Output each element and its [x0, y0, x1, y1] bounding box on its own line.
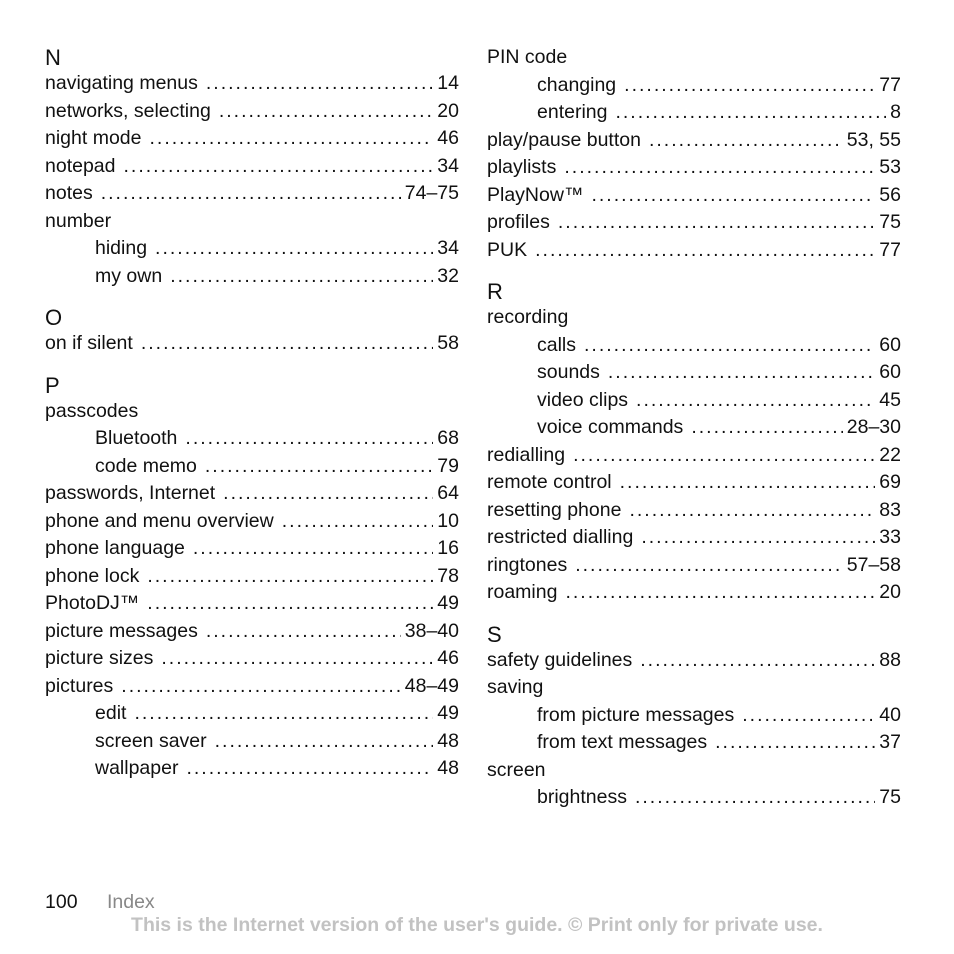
index-column-left: [45, 44, 459, 799]
entry-page: 32: [437, 264, 459, 287]
entry-term: brightness: [537, 786, 627, 808]
dot-leader: [535, 237, 875, 265]
entry-page: 34: [437, 154, 459, 177]
index-entry: [487, 442, 901, 470]
index-subentry: [487, 387, 901, 415]
entry-term: phone and menu overview: [45, 509, 274, 532]
index-entry: [487, 304, 901, 332]
entry-term: from picture messages: [537, 703, 735, 726]
index-entry: [487, 674, 901, 702]
entry-page: 68: [437, 427, 459, 449]
index-subentry: [45, 425, 459, 453]
index-entry: [45, 480, 459, 508]
index-section: [45, 374, 459, 783]
index-subentry: [487, 99, 901, 127]
dot-leader: [206, 618, 401, 646]
index-subentry: [487, 414, 901, 442]
dot-leader: [742, 702, 875, 730]
dot-leader: [649, 127, 843, 155]
entry-page: 78: [437, 564, 459, 587]
index-entry: [487, 127, 901, 155]
index-entry: [45, 618, 459, 646]
entry-term: PUK: [487, 238, 528, 261]
entry-term: from text messages: [537, 731, 708, 753]
dot-leader: [193, 535, 433, 563]
entry-page: 75: [879, 211, 901, 233]
dot-leader: [575, 552, 843, 580]
dot-leader: [635, 784, 875, 812]
section-letter: N: [45, 45, 61, 70]
entry-page: 60: [879, 333, 901, 356]
index-subentry: [45, 700, 459, 728]
entry-page: 14: [437, 72, 459, 94]
index-entry: [487, 209, 901, 237]
entry-term: number: [45, 209, 112, 232]
index-subentry: [45, 755, 459, 783]
entry-page: 77: [879, 238, 901, 261]
dot-leader: [558, 209, 875, 237]
index-entry: [487, 757, 901, 785]
dot-leader: [186, 755, 433, 783]
index-subentry: [45, 453, 459, 481]
entry-page: 77: [879, 73, 901, 96]
section-letter: P: [45, 372, 60, 398]
entry-page: 75: [879, 786, 901, 808]
dot-leader: [564, 154, 875, 182]
entry-term: hiding: [95, 237, 148, 259]
index-subentry: [487, 702, 901, 730]
entry-page: 53: [879, 156, 901, 178]
index-entry: [45, 180, 459, 208]
entry-term: voice commands: [537, 416, 684, 438]
dot-leader: [691, 414, 842, 442]
entry-page: 88: [879, 648, 901, 671]
entry-term: remote control: [487, 471, 612, 493]
index-entry: [487, 579, 901, 607]
entry-page: 53, 55: [846, 128, 901, 151]
entry-term: notepad: [45, 154, 116, 177]
entry-term: safety guidelines: [487, 648, 633, 671]
entry-page: 60: [879, 361, 901, 383]
entry-page: 20: [437, 99, 459, 122]
entry-page: 16: [437, 537, 459, 559]
section-label: Index: [106, 891, 155, 913]
index-entry: [487, 552, 901, 580]
dot-leader: [161, 645, 433, 673]
entry-page: 10: [437, 509, 459, 532]
entry-term: profiles: [487, 211, 550, 233]
entry-page: 37: [879, 731, 901, 753]
entry-page: 48–49: [404, 674, 459, 697]
entry-term: networks, selecting: [45, 99, 211, 122]
entry-term: play/pause button: [487, 128, 641, 151]
entry-term: PlayNow™: [487, 183, 584, 206]
entry-term: passcodes: [45, 399, 139, 422]
index-subentry: [45, 728, 459, 756]
index-entry: [45, 398, 459, 426]
index-entry: [45, 208, 459, 236]
dot-leader: [573, 442, 875, 470]
dot-leader: [641, 524, 875, 552]
entry-term: on if silent: [45, 332, 133, 354]
entry-term: Bluetooth: [95, 427, 178, 449]
dot-leader: [185, 425, 433, 453]
entry-term: resetting phone: [487, 498, 622, 521]
entry-term: navigating menus: [45, 72, 198, 94]
dot-leader: [640, 647, 875, 675]
entry-term: pictures: [45, 674, 114, 697]
index-subentry: [487, 359, 901, 387]
entry-page: 20: [879, 581, 901, 603]
entry-page: 22: [879, 443, 901, 466]
index-section: [45, 46, 459, 290]
dot-leader: [636, 387, 875, 415]
index-section: [487, 44, 901, 264]
entry-page: 40: [879, 703, 901, 726]
entry-term: roaming: [487, 581, 558, 603]
entry-term: PhotoDJ™: [45, 592, 140, 614]
entry-term: screen: [487, 758, 546, 781]
index-subentry: [45, 263, 459, 291]
dot-leader: [615, 99, 886, 127]
dot-leader: [124, 153, 434, 181]
entry-term: picture messages: [45, 619, 198, 642]
dot-leader: [205, 453, 433, 481]
dot-leader: [629, 497, 875, 525]
entry-term: notes: [45, 182, 93, 204]
entry-term: playlists: [487, 156, 557, 178]
entry-term: entering: [537, 101, 608, 123]
entry-term: ringtones: [487, 553, 568, 576]
entry-term: screen saver: [95, 729, 207, 752]
index-section: [487, 280, 901, 607]
index-subentry: [487, 72, 901, 100]
entry-page: 34: [437, 237, 459, 259]
entry-term: edit: [95, 702, 127, 724]
entry-term: my own: [95, 264, 163, 287]
dot-leader: [147, 590, 433, 618]
dot-leader: [624, 72, 875, 100]
entry-term: recording: [487, 306, 569, 328]
index-entry: [45, 70, 459, 98]
dot-leader: [121, 673, 400, 701]
index-entry: [45, 98, 459, 126]
index-subentry: [45, 235, 459, 263]
dot-leader: [206, 70, 433, 98]
entry-page: 28–30: [846, 416, 901, 438]
page-number: 100: [45, 891, 78, 913]
section-letter: O: [45, 305, 63, 330]
entry-term: calls: [537, 333, 577, 356]
entry-term: phone lock: [45, 564, 140, 587]
entry-term: picture sizes: [45, 647, 154, 669]
index-entry: [45, 508, 459, 536]
index-entry: [45, 153, 459, 181]
dot-leader: [141, 330, 433, 358]
dot-leader: [155, 235, 433, 263]
index-entry: [45, 330, 459, 358]
dot-leader: [620, 469, 876, 497]
dot-leader: [215, 728, 434, 756]
index-entry: [487, 44, 901, 72]
index-section: [45, 306, 459, 358]
index-entry: [487, 154, 901, 182]
index-entry: [487, 469, 901, 497]
index-entry: [487, 647, 901, 675]
entry-term: code memo: [95, 454, 197, 477]
entry-page: 8: [890, 101, 901, 123]
entry-page: 48: [437, 729, 459, 752]
index-entry: [45, 673, 459, 701]
index-entry: [45, 645, 459, 673]
entry-page: 69: [879, 471, 901, 493]
entry-page: 33: [879, 526, 901, 548]
dot-leader: [170, 263, 433, 291]
dot-leader: [591, 182, 875, 210]
section-letter: R: [487, 279, 503, 304]
entry-page: 83: [879, 498, 901, 521]
index-subentry: [487, 784, 901, 812]
entry-term: night mode: [45, 127, 142, 149]
dot-leader: [715, 729, 875, 757]
dot-leader: [584, 332, 875, 360]
index-column-right: [487, 44, 901, 828]
index-entry: [487, 497, 901, 525]
entry-page: 49: [437, 592, 459, 614]
entry-page: 38–40: [404, 619, 459, 642]
page-footer: [45, 889, 155, 915]
entry-page: 49: [437, 702, 459, 724]
entry-term: PIN code: [487, 46, 568, 68]
entry-term: phone language: [45, 537, 185, 559]
index-subentry: [487, 729, 901, 757]
entry-page: 56: [879, 183, 901, 206]
entry-page: 74–75: [404, 182, 459, 204]
entry-page: 57–58: [846, 553, 901, 576]
entry-term: saving: [487, 676, 544, 698]
entry-page: 46: [437, 647, 459, 669]
entry-page: 64: [437, 482, 459, 504]
index-entry: [487, 237, 901, 265]
dot-leader: [147, 563, 433, 591]
index-section: [487, 623, 901, 812]
section-letter: S: [487, 621, 502, 647]
dot-leader: [134, 700, 433, 728]
index-entry: [487, 524, 901, 552]
dot-leader: [282, 508, 434, 536]
copyright-notice: This is the Internet version of the user's guide. © Print only for private use.: [131, 914, 823, 936]
index-entry: [45, 125, 459, 153]
entry-term: video clips: [537, 388, 629, 411]
entry-page: 48: [437, 757, 459, 779]
entry-term: changing: [537, 73, 617, 96]
entry-page: 79: [437, 454, 459, 477]
dot-leader: [219, 98, 433, 126]
dot-leader: [608, 359, 875, 387]
index-entry: [487, 182, 901, 210]
entry-term: wallpaper: [95, 757, 179, 779]
entry-page: 46: [437, 127, 459, 149]
entry-term: sounds: [537, 361, 600, 383]
index-entry: [45, 590, 459, 618]
entry-term: redialling: [487, 443, 566, 466]
dot-leader: [223, 480, 433, 508]
entry-page: 45: [879, 388, 901, 411]
entry-term: restricted dialling: [487, 526, 634, 548]
dot-leader: [565, 579, 875, 607]
dot-leader: [101, 180, 401, 208]
index-subentry: [487, 332, 901, 360]
index-entry: [45, 563, 459, 591]
entry-term: passwords, Internet: [45, 482, 216, 504]
dot-leader: [149, 125, 433, 153]
entry-page: 58: [437, 332, 459, 354]
index-entry: [45, 535, 459, 563]
